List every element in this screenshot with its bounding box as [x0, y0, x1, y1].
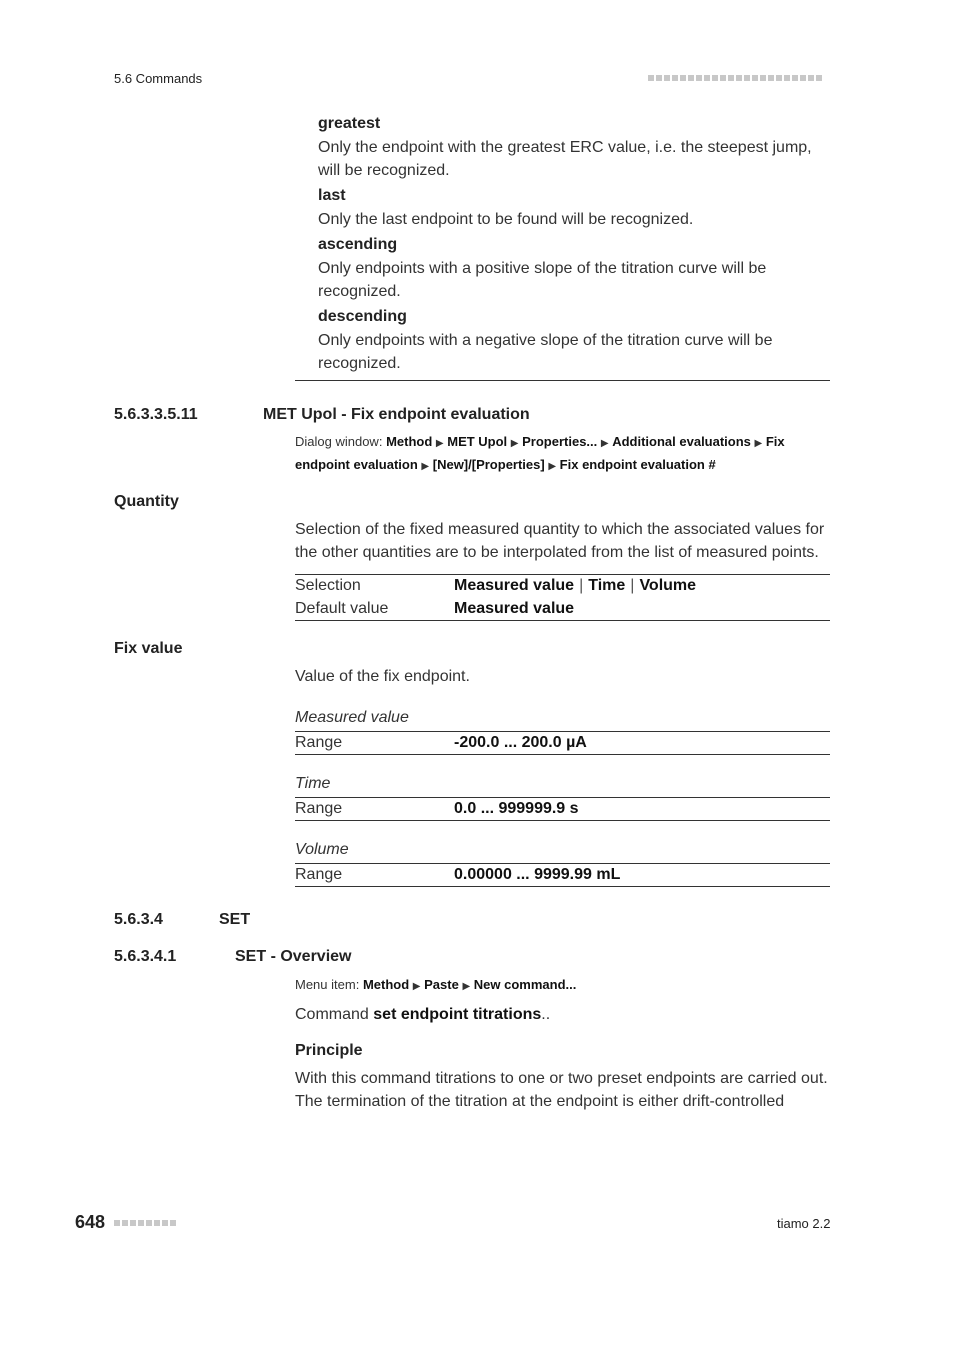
section-number: 5.6.3.4.1: [114, 948, 177, 965]
running-header-section: 5.6 Commands: [114, 71, 203, 86]
path-prefix: Menu item:: [295, 977, 360, 992]
path-item: Fix endpoint evaluation #: [559, 457, 716, 472]
selection-option: Measured value: [454, 577, 575, 594]
option-greatest: [318, 114, 830, 182]
path-item: Additional evaluations: [612, 434, 751, 449]
selection-option: Time: [588, 577, 626, 594]
table-row: [295, 731, 830, 754]
footer-decoration: [114, 1220, 176, 1226]
path-item: Fix endpoint evaluation: [295, 434, 785, 472]
row-value: Measured value | Time | Volume: [454, 577, 697, 594]
arrow-right-icon: ▶: [462, 981, 471, 992]
table-bottom-rule: [295, 754, 830, 755]
arrow-right-icon: ▶: [548, 461, 557, 472]
arrow-right-icon: ▶: [754, 438, 763, 449]
option-term: descending: [318, 308, 407, 325]
arrow-right-icon: ▶: [510, 438, 519, 449]
group-title: Time: [295, 775, 331, 792]
command-prefix: Command: [295, 1006, 369, 1023]
option-term: last: [318, 187, 346, 204]
row-value: 0.0 ... 999999.9 s: [454, 800, 579, 817]
row-key: Range: [295, 866, 343, 883]
path-item: Properties...: [522, 434, 598, 449]
option-ascending: [318, 235, 830, 303]
path-item: Paste: [424, 977, 459, 992]
command-suffix: ..: [541, 1006, 551, 1023]
quantity-table: [295, 574, 830, 620]
row-value: 0.00000 ... 9999.99 mL: [454, 866, 621, 883]
range-table: [295, 797, 830, 820]
section-title: SET: [219, 911, 251, 928]
path-item: [New]/[Properties]: [432, 457, 545, 472]
row-key: Default value: [295, 600, 389, 617]
command-name: set endpoint titrations: [373, 1006, 542, 1023]
principle-heading: Principle: [295, 1042, 363, 1059]
parameter-description: Value of the fix endpoint.: [295, 668, 470, 685]
row-key: Selection: [295, 577, 361, 594]
menu-path: [295, 974, 835, 997]
range-table: [295, 731, 830, 754]
table-row: [295, 574, 830, 597]
page-number: 648: [75, 1212, 106, 1232]
principle-text: With this command titrations to one or two preset endpoints are carried out. The termination of the titration at the endpoint is either drift-controlled: [295, 1070, 828, 1110]
product-name: tiamo 2.2: [777, 1216, 831, 1231]
table-row: [295, 597, 830, 620]
parameter-label-quantity: Quantity: [114, 493, 179, 510]
option-desc: Only endpoints with a positive slope of the titration curve will be recognized.: [318, 260, 767, 300]
row-value: Measured value: [454, 600, 575, 617]
option-list: [318, 114, 830, 375]
selection-option: Volume: [639, 577, 697, 594]
arrow-right-icon: ▶: [412, 981, 421, 992]
option-desc: Only the last endpoint to be found will be recognized.: [318, 211, 694, 228]
row-key: Range: [295, 734, 343, 751]
table-row: [295, 863, 830, 886]
parameter-label-fix-value: Fix value: [114, 640, 183, 657]
section-number: 5.6.3.4: [114, 911, 163, 928]
arrow-right-icon: ▶: [435, 438, 444, 449]
table-bottom-rule: [295, 886, 830, 887]
dialog-path: [295, 431, 835, 477]
section-number: 5.6.3.3.5.11: [114, 406, 198, 423]
divider: [295, 380, 830, 381]
path-item: Method: [386, 434, 433, 449]
header-decoration: [648, 75, 822, 81]
path-item: MET Upol: [447, 434, 508, 449]
row-value: -200.0 ... 200.0 µA: [454, 734, 587, 751]
row-key: Range: [295, 800, 343, 817]
table-bottom-rule: [295, 820, 830, 821]
path-prefix: Dialog window:: [295, 434, 383, 449]
table-row: [295, 797, 830, 820]
section-title: SET - Overview: [235, 948, 352, 965]
option-desc: Only endpoints with a negative slope of the titration curve will be recognized.: [318, 332, 773, 372]
option-term: greatest: [318, 115, 381, 132]
range-table: [295, 863, 830, 886]
path-item: New command...: [473, 977, 577, 992]
path-item: Method: [362, 977, 410, 992]
arrow-right-icon: ▶: [600, 438, 609, 449]
table-bottom-rule: [295, 620, 830, 621]
option-term: ascending: [318, 236, 398, 253]
section-title: MET Upol - Fix endpoint evaluation: [263, 406, 530, 423]
parameter-description: Selection of the fixed measured quantity to which the associated values for the other quantities are to be interpolated from the list of measured points.: [295, 521, 825, 561]
group-title: Measured value: [295, 709, 409, 726]
option-desc: Only the endpoint with the greatest ERC value, i.e. the steepest jump, will be recognized.: [318, 139, 812, 179]
arrow-right-icon: ▶: [421, 461, 430, 472]
option-descending: [318, 307, 830, 375]
group-title: Volume: [295, 841, 349, 858]
command-line: [295, 1003, 835, 1026]
option-last: [318, 186, 830, 231]
